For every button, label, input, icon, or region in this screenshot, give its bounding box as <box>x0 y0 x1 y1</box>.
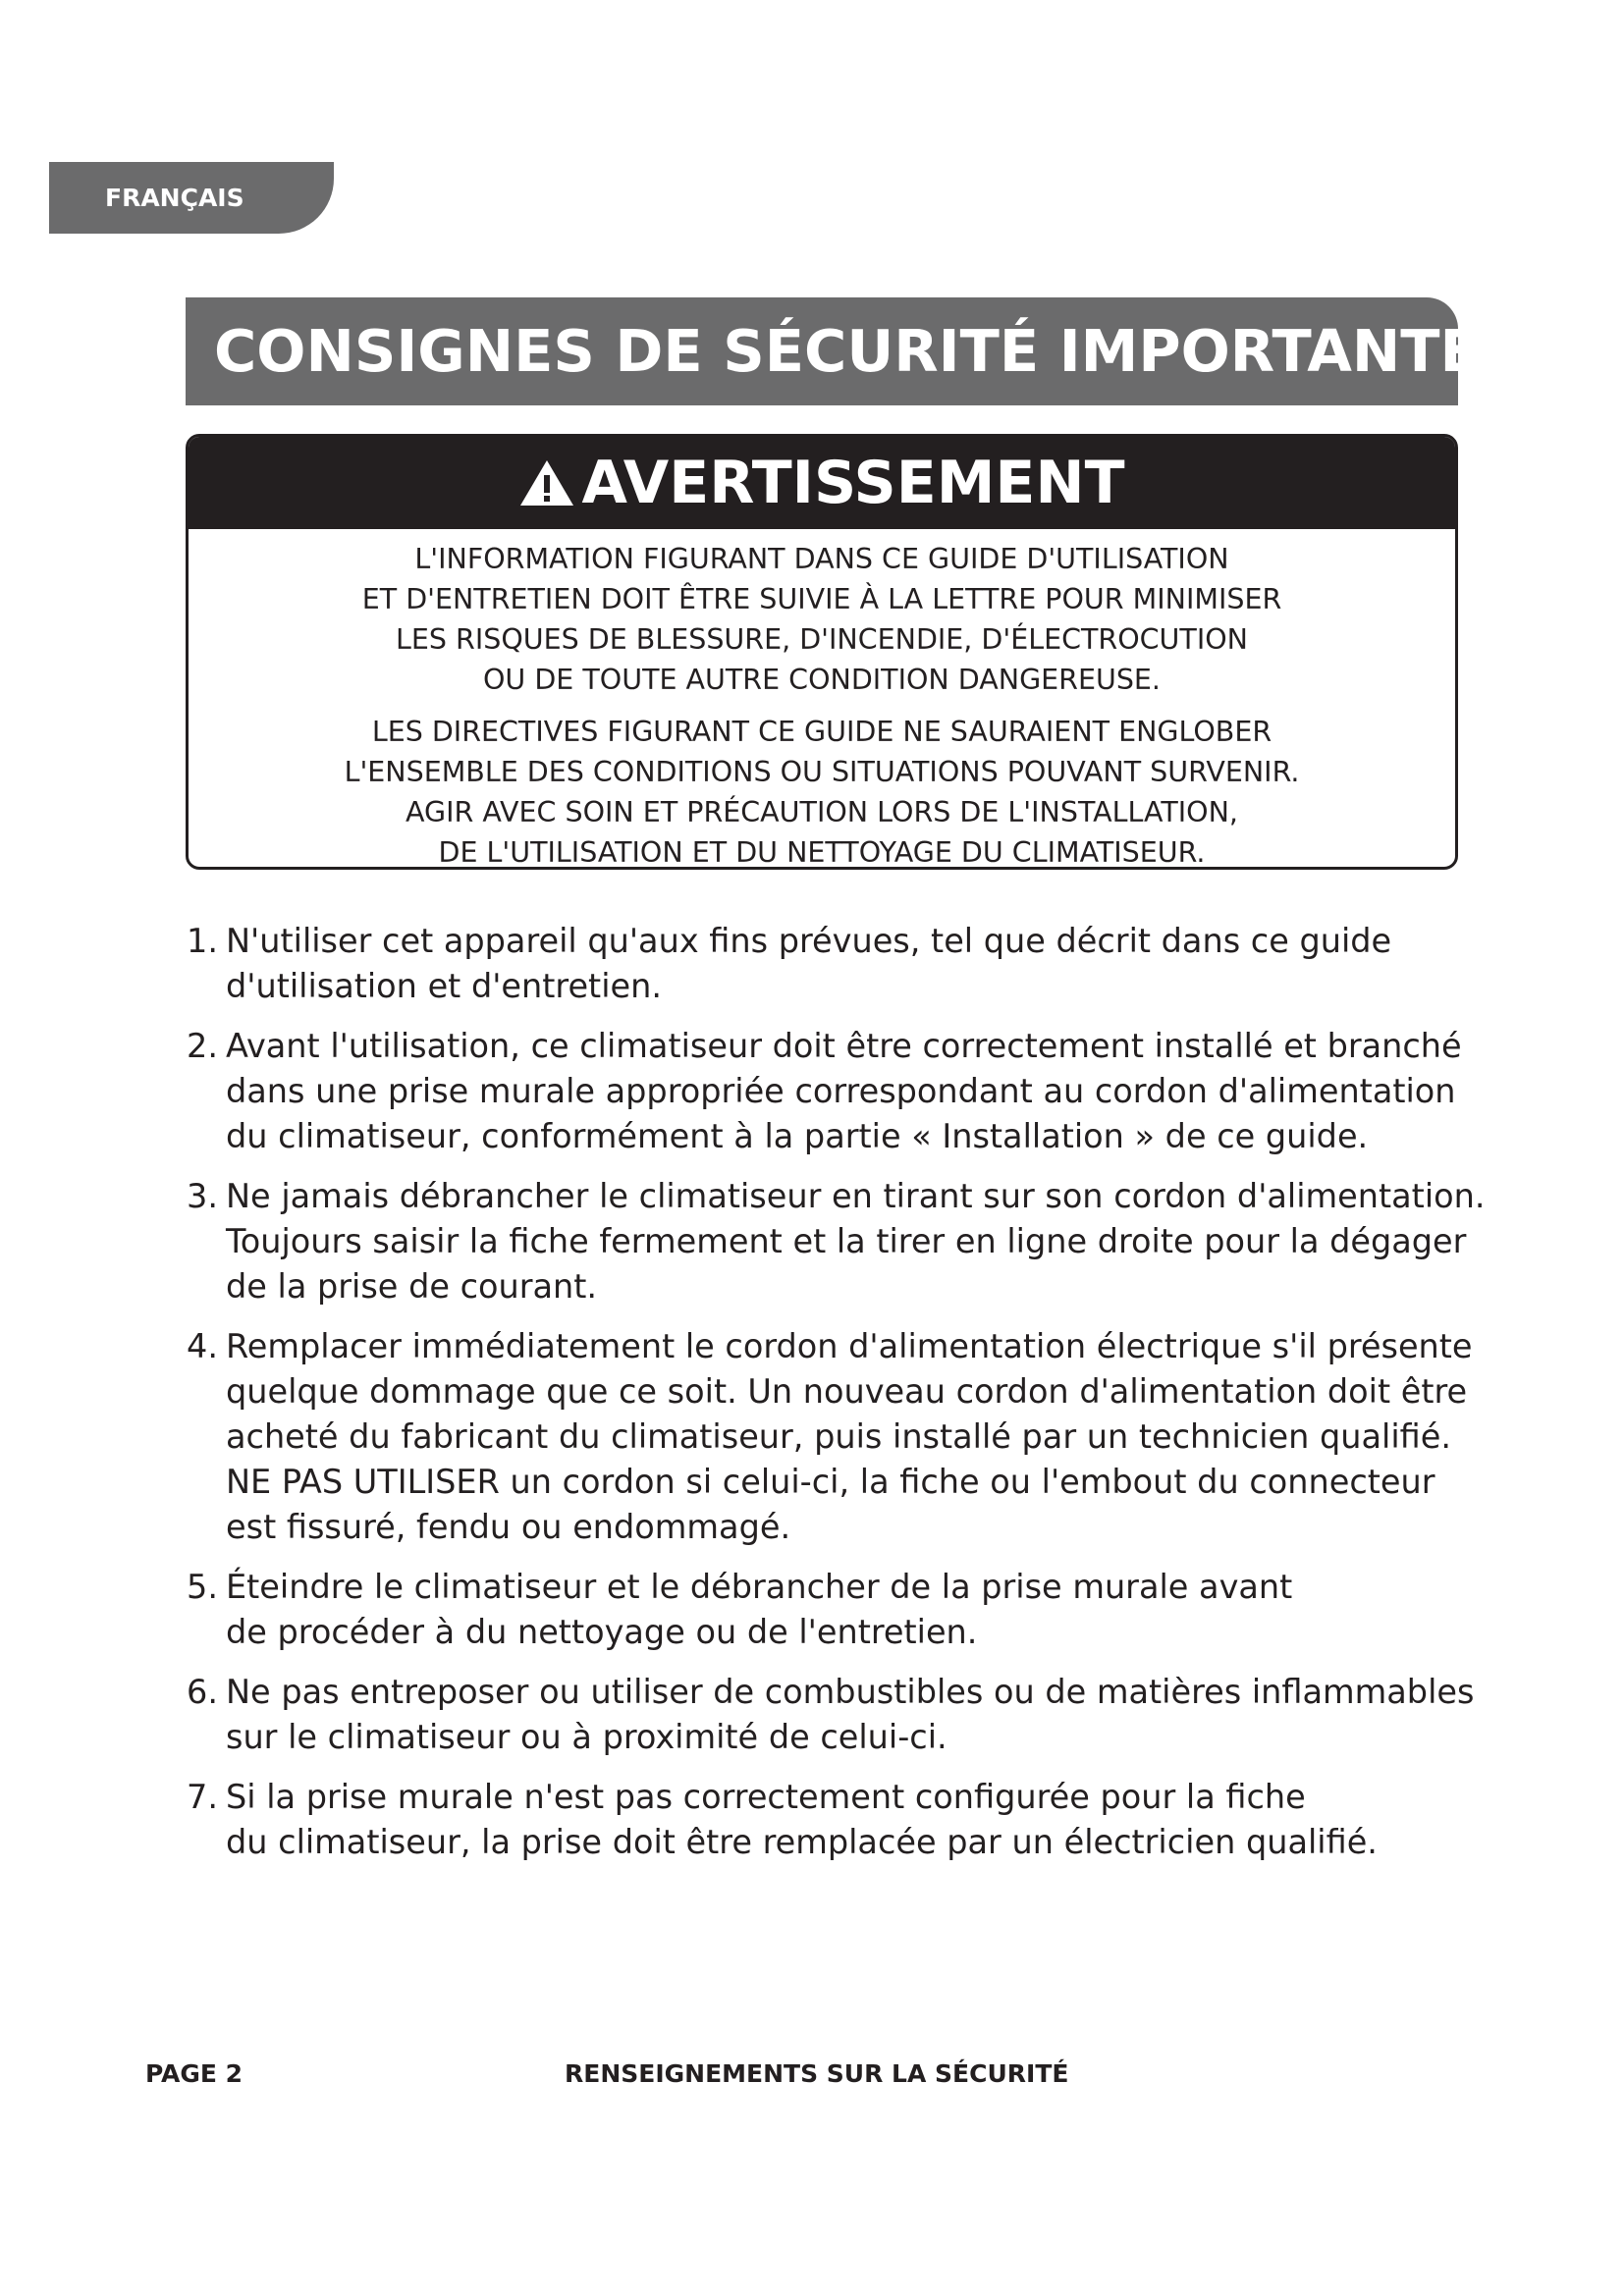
rule-line: quelque dommage que ce soit. Un nouveau cordon d'alimentation doit être <box>226 1372 1468 1411</box>
rule-line: d'utilisation et d'entretien. <box>226 967 662 1005</box>
rule-item <box>187 1324 1473 1550</box>
rule-line: sur le climatiseur ou à proximité de celui-ci. <box>226 1718 947 1756</box>
page-title: CONSIGNES DE SÉCURITÉ IMPORTANTES <box>214 317 1522 385</box>
warning-line: LES DIRECTIVES FIGURANT CE GUIDE NE SAURAIENT ENGLOBER <box>371 716 1272 748</box>
language-label: FRANÇAIS <box>105 184 244 212</box>
warning-triangle-icon <box>518 458 575 507</box>
page-title-banner <box>186 297 1522 405</box>
rule-number: 3. <box>187 1177 218 1215</box>
warning-line: L'INFORMATION FIGURANT DANS CE GUIDE D'UTILISATION <box>414 543 1229 575</box>
rule-line: Ne jamais débrancher le climatiseur en tirant sur son cordon d'alimentation. <box>226 1177 1486 1215</box>
safety-rules-list <box>187 919 1486 1880</box>
rule-item <box>187 919 1473 1009</box>
warning-paragraph-2 <box>189 712 1455 870</box>
rule-line: Avant l'utilisation, ce climatiseur doit être correctement installé et branché <box>226 1027 1462 1065</box>
rule-line: acheté du fabricant du climatiseur, puis installé par un technicien qualifié. <box>226 1417 1452 1456</box>
rule-line: Ne pas entreposer ou utiliser de combustibles ou de matières inflammables <box>226 1673 1475 1711</box>
rule-number: 4. <box>187 1327 218 1365</box>
warning-header <box>189 437 1455 529</box>
rule-number: 5. <box>187 1568 218 1606</box>
rule-line: de la prise de courant. <box>226 1267 598 1306</box>
rule-line: NE PAS UTILISER un cordon si celui-ci, la fiche ou l'embout du connecteur <box>226 1463 1435 1501</box>
rule-text <box>226 1775 1473 1865</box>
rule-line: Remplacer immédiatement le cordon d'alimentation électrique s'il présente <box>226 1327 1473 1365</box>
footer-section-title: RENSEIGNEMENTS SUR LA SÉCURITÉ <box>565 2059 1069 2088</box>
warning-line: ET D'ENTRETIEN DOIT ÊTRE SUIVIE À LA LETTRE POUR MINIMISER <box>361 583 1282 615</box>
warning-line: DE L'UTILISATION ET DU NETTOYAGE DU CLIMATISEUR. <box>438 836 1206 869</box>
language-tab <box>49 162 334 234</box>
warning-line: OU DE TOUTE AUTRE CONDITION DANGEREUSE. <box>483 664 1161 696</box>
rule-item <box>187 1024 1473 1159</box>
rule-item <box>187 1565 1473 1655</box>
rule-line: Si la prise murale n'est pas correctement configurée pour la fiche <box>226 1778 1306 1816</box>
footer-page-number: PAGE 2 <box>145 2059 244 2088</box>
rule-text <box>226 1324 1473 1550</box>
warning-box <box>186 434 1458 870</box>
warning-line: L'ENSEMBLE DES CONDITIONS OU SITUATIONS POUVANT SURVENIR. <box>344 756 1300 788</box>
rule-line: dans une prise murale appropriée correspondant au cordon d'alimentation <box>226 1072 1456 1110</box>
rule-line: est fissuré, fendu ou endommagé. <box>226 1508 791 1546</box>
rule-line: Éteindre le climatiseur et le débrancher de la prise murale avant <box>226 1568 1293 1606</box>
rule-line: du climatiseur, la prise doit être remplacée par un électricien qualifié. <box>226 1823 1378 1861</box>
rule-number: 1. <box>187 922 218 960</box>
rule-number: 2. <box>187 1027 218 1065</box>
rule-number: 7. <box>187 1778 218 1816</box>
rule-line: de procéder à du nettoyage ou de l'entretien. <box>226 1613 978 1651</box>
warning-heading: AVERTISSEMENT <box>581 449 1125 517</box>
rule-item <box>187 1670 1473 1760</box>
rule-item <box>187 1174 1486 1309</box>
warning-line: AGIR AVEC SOIN ET PRÉCAUTION LORS DE L'INSTALLATION, <box>406 796 1238 828</box>
rule-line: du climatiseur, conformément à la partie « Installation » de ce guide. <box>226 1117 1369 1155</box>
rule-text <box>226 1174 1486 1309</box>
rule-item <box>187 1775 1473 1865</box>
rule-line: N'utiliser cet appareil qu'aux fins prévues, tel que décrit dans ce guide <box>226 922 1392 960</box>
rule-text <box>226 1670 1474 1760</box>
rule-text <box>226 1024 1473 1159</box>
warning-paragraph-1 <box>189 539 1455 700</box>
rule-text <box>226 1565 1473 1655</box>
warning-line: LES RISQUES DE BLESSURE, D'INCENDIE, D'ÉLECTROCUTION <box>396 623 1248 656</box>
rule-text <box>226 919 1473 1009</box>
rule-line: Toujours saisir la fiche fermement et la tirer en ligne droite pour la dégager <box>226 1222 1467 1260</box>
rule-number: 6. <box>187 1673 218 1711</box>
